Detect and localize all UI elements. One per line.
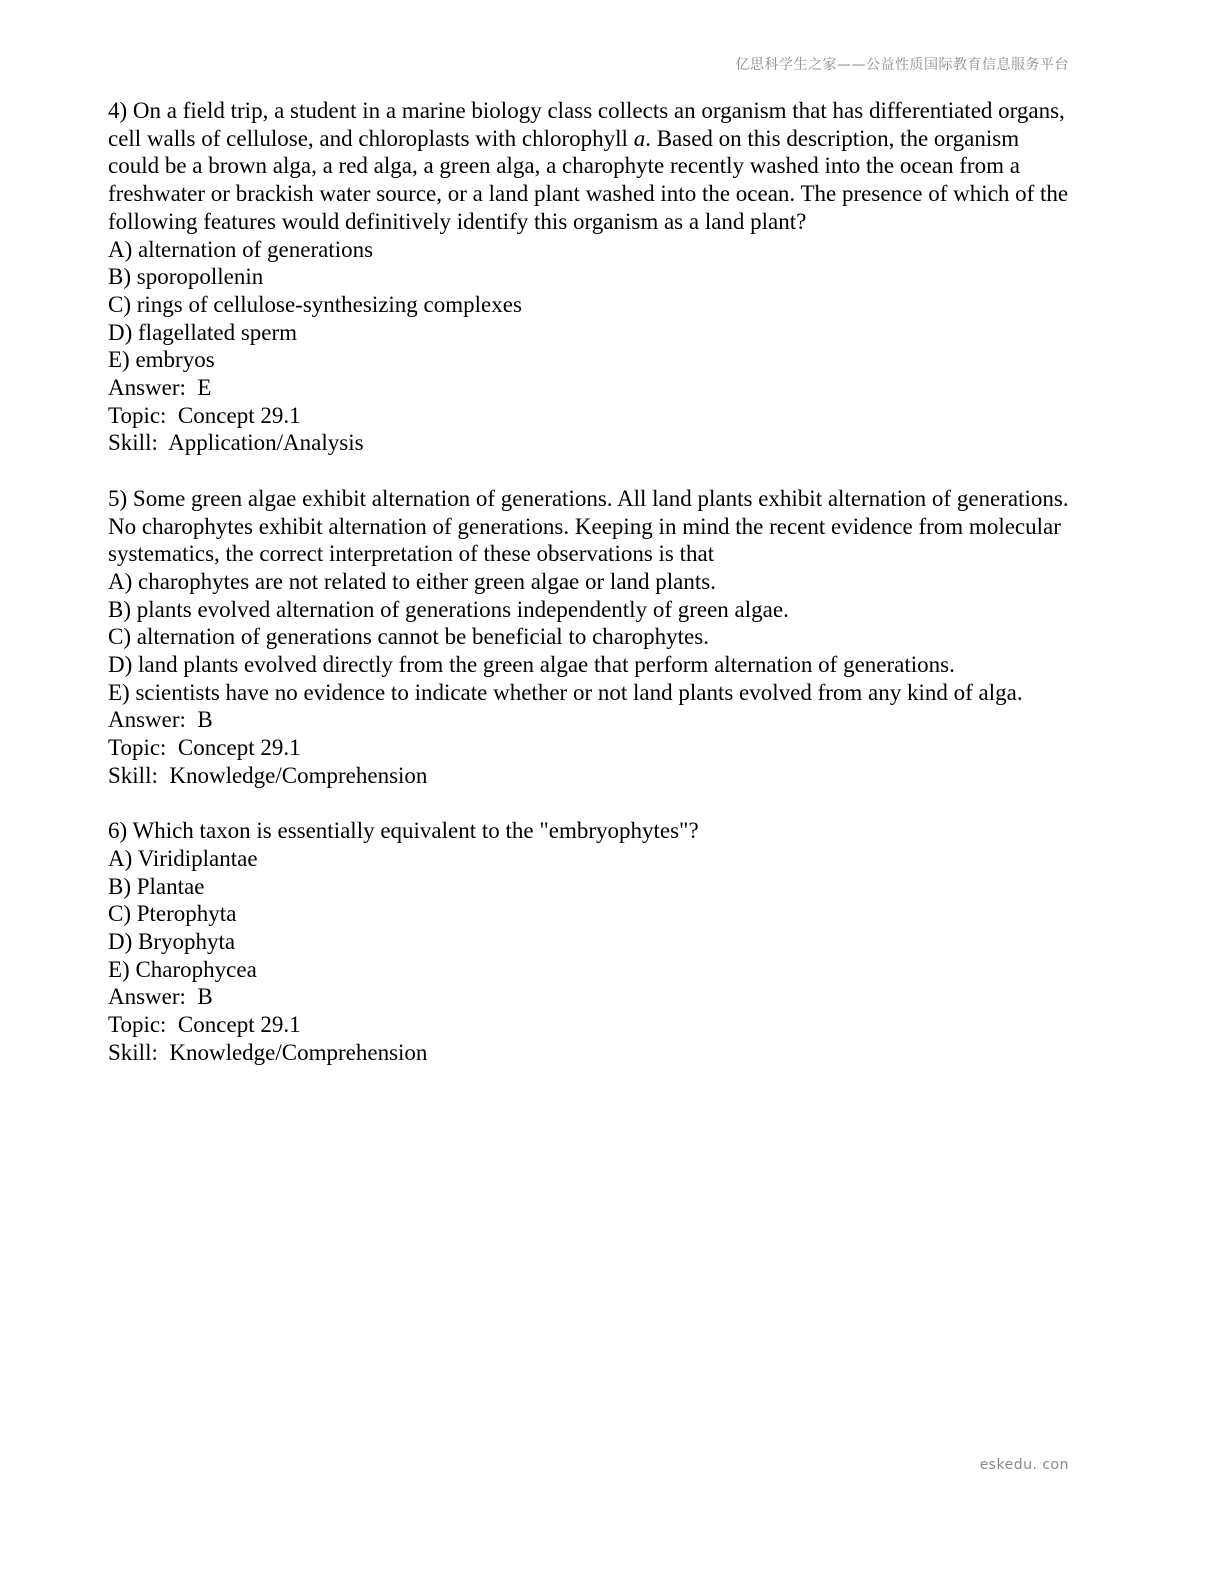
question-6-option-c: C) Pterophyta — [108, 901, 237, 927]
question-4 — [108, 97, 1108, 457]
footer-site-url: eskedu. con — [979, 1457, 1069, 1473]
question-4-option-b: B) sporopollenin — [108, 264, 264, 290]
question-5-option-d: D) land plants evolved directly from the green algae that perform alternation of generations. — [108, 652, 955, 678]
question-6-option-b: B) Plantae — [108, 873, 205, 899]
question-6-topic: Topic: Concept 29.1 — [108, 1012, 301, 1038]
question-4-stem-line-2-b: . Based on this description, the organism — [645, 125, 1020, 151]
question-6-stem — [108, 817, 1108, 845]
question-4-stem-line-4: freshwater or brackish water source, or a land plant washed into the ocean. The presence of which of the — [108, 181, 1069, 207]
question-6-option-a: A) Viridiplantae — [108, 845, 258, 871]
question-4-stem-line-2-a: cell walls of cellulose, and chloroplasts with chlorophyll — [108, 125, 634, 151]
document-body — [108, 97, 1108, 1094]
question-6-answer: Answer: B — [108, 984, 213, 1010]
question-5-stem-line-2: No charophytes exhibit alternation of generations. Keeping in mind the recent evidence from molecular — [108, 513, 1061, 539]
question-4-option-a: A) alternation of generations — [108, 236, 374, 262]
question-4-topic: Topic: Concept 29.1 — [108, 402, 301, 428]
question-4-answer: Answer: E — [108, 375, 212, 401]
question-4-skill: Skill: Application/Analysis — [108, 430, 364, 456]
question-6-stem-line-1: 6) Which taxon is essentially equivalent to the "embryophytes"? — [108, 818, 699, 844]
question-5-option-c: C) alternation of generations cannot be beneficial to charophytes. — [108, 624, 709, 650]
question-4-stem-line-2 — [108, 125, 1108, 153]
question-5-stem-line-3: systematics, the correct interpretation of these observations is that — [108, 541, 715, 567]
question-5-stem — [108, 485, 1108, 568]
question-5-answer: Answer: B — [108, 707, 213, 733]
question-4-stem-line-3: could be a brown alga, a red alga, a green alga, a charophyte recently washed into the ocean from a — [108, 153, 1020, 179]
question-4-option-e: E) embryos — [108, 347, 215, 373]
question-6 — [108, 817, 1108, 1066]
header-site-note: 亿思科学生之家——公益性质国际教育信息服务平台 — [735, 57, 1069, 73]
question-5-stem-line-1: 5) Some green algae exhibit alternation of generations. All land plants exhibit alternation of generations. — [108, 485, 1069, 511]
question-5-option-b: B) plants evolved alternation of generations independently of green algae. — [108, 596, 789, 622]
question-5-topic: Topic: Concept 29.1 — [108, 735, 301, 761]
question-4-stem-line-5: following features would definitively identify this organism as a land plant? — [108, 208, 807, 234]
question-4-stem-line-1: 4) On a field trip, a student in a marine biology class collects an organism that has differentiated organs, — [108, 98, 1065, 123]
question-6-option-d: D) Bryophyta — [108, 929, 236, 955]
question-4-option-d: D) flagellated sperm — [108, 319, 298, 345]
question-5-skill: Skill: Knowledge/Comprehension — [108, 762, 428, 788]
question-5-option-e: E) scientists have no evidence to indicate whether or not land plants evolved from any kind of alga. — [108, 679, 1023, 705]
question-4-stem — [108, 97, 1108, 236]
question-6-option-e: E) Charophycea — [108, 956, 257, 982]
question-5 — [108, 485, 1108, 790]
chlorophyll-italic-a: a — [633, 125, 646, 151]
question-6-skill: Skill: Knowledge/Comprehension — [108, 1039, 428, 1065]
question-5-option-a: A) charophytes are not related to either green algae or land plants. — [108, 568, 716, 594]
question-4-option-c: C) rings of cellulose-synthesizing complexes — [108, 291, 522, 317]
